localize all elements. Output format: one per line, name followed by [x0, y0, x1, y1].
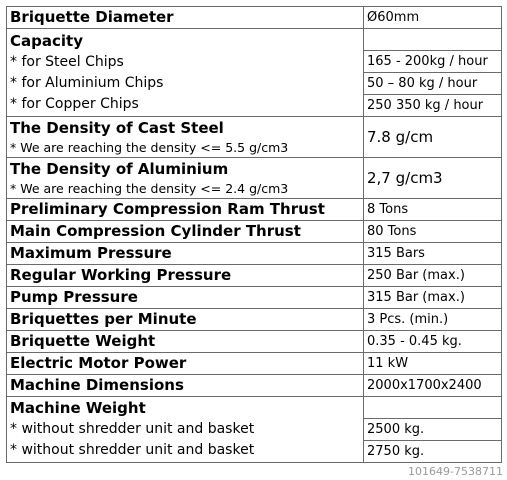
row-value: 2,7 g/cm3 [364, 158, 502, 199]
watermark-id: 101649-7538711 [408, 465, 503, 478]
table-row [7, 309, 502, 331]
spec-table [6, 6, 502, 463]
row-label: Machine Weight [10, 399, 146, 417]
table-row [7, 158, 502, 199]
density-cell [7, 117, 364, 158]
row-sublabel: * for Copper Chips [10, 95, 139, 112]
table-row [7, 221, 502, 243]
density-cell [7, 158, 364, 199]
row-sublabel: * for Aluminium Chips [10, 74, 164, 91]
row-label: Pump Pressure [7, 287, 364, 309]
row-sublabel: * without shredder unit and basket [10, 442, 255, 458]
row-note: * We are reaching the density <= 2.4 g/cm3 [10, 181, 289, 196]
row-sublabel: * for Steel Chips [10, 53, 124, 70]
table-row [7, 29, 502, 117]
row-note: * We are reaching the density <= 5.5 g/cm3 [10, 140, 289, 155]
row-label: Regular Working Pressure [7, 265, 364, 287]
row-label: Machine Dimensions [7, 375, 364, 397]
machine-weight-values [364, 397, 502, 463]
row-label: The Density of Aluminium [10, 160, 229, 178]
row-sublabel: * without shredder unit and basket [10, 421, 255, 437]
row-label: Electric Motor Power [7, 353, 364, 375]
table-row [7, 7, 502, 29]
table-row [7, 353, 502, 375]
row-label: Briquette Diameter [7, 7, 364, 29]
row-value: 11 kW [364, 353, 502, 375]
row-value: 0.35 - 0.45 kg. [364, 331, 502, 353]
capacity-cell [7, 29, 364, 117]
table-row [7, 117, 502, 158]
row-label: Briquette Weight [7, 331, 364, 353]
table-row [7, 287, 502, 309]
row-value: 315 Bar (max.) [364, 287, 502, 309]
machine-weight-cell [7, 397, 364, 463]
table-row [7, 397, 502, 463]
row-value: 250 Bar (max.) [364, 265, 502, 287]
table-row [7, 265, 502, 287]
row-value: 3 Pcs. (min.) [364, 309, 502, 331]
row-value: 80 Tons [364, 221, 502, 243]
row-label: Maximum Pressure [7, 243, 364, 265]
table-row [7, 243, 502, 265]
row-label: Briquettes per Minute [7, 309, 364, 331]
capacity-values [364, 29, 502, 117]
row-value: 8 Tons [364, 199, 502, 221]
row-value: Ø60mm [364, 7, 502, 29]
row-value: 2000x1700x2400 [364, 375, 502, 397]
table-row [7, 375, 502, 397]
row-value: 7.8 g/cm [364, 117, 502, 158]
table-row [7, 199, 502, 221]
row-value: 315 Bars [364, 243, 502, 265]
row-value: 250 350 kg / hour [364, 94, 501, 116]
row-value: 2750 kg. [364, 440, 501, 462]
row-value: 165 - 200kg / hour [364, 50, 501, 72]
row-label: Capacity [10, 31, 83, 50]
row-label: Preliminary Compression Ram Thrust [7, 199, 364, 221]
row-value: 2500 kg. [364, 418, 501, 440]
row-value: 50 – 80 kg / hour [364, 72, 501, 94]
row-label: The Density of Cast Steel [10, 119, 224, 137]
table-row [7, 331, 502, 353]
row-label: Main Compression Cylinder Thrust [7, 221, 364, 243]
